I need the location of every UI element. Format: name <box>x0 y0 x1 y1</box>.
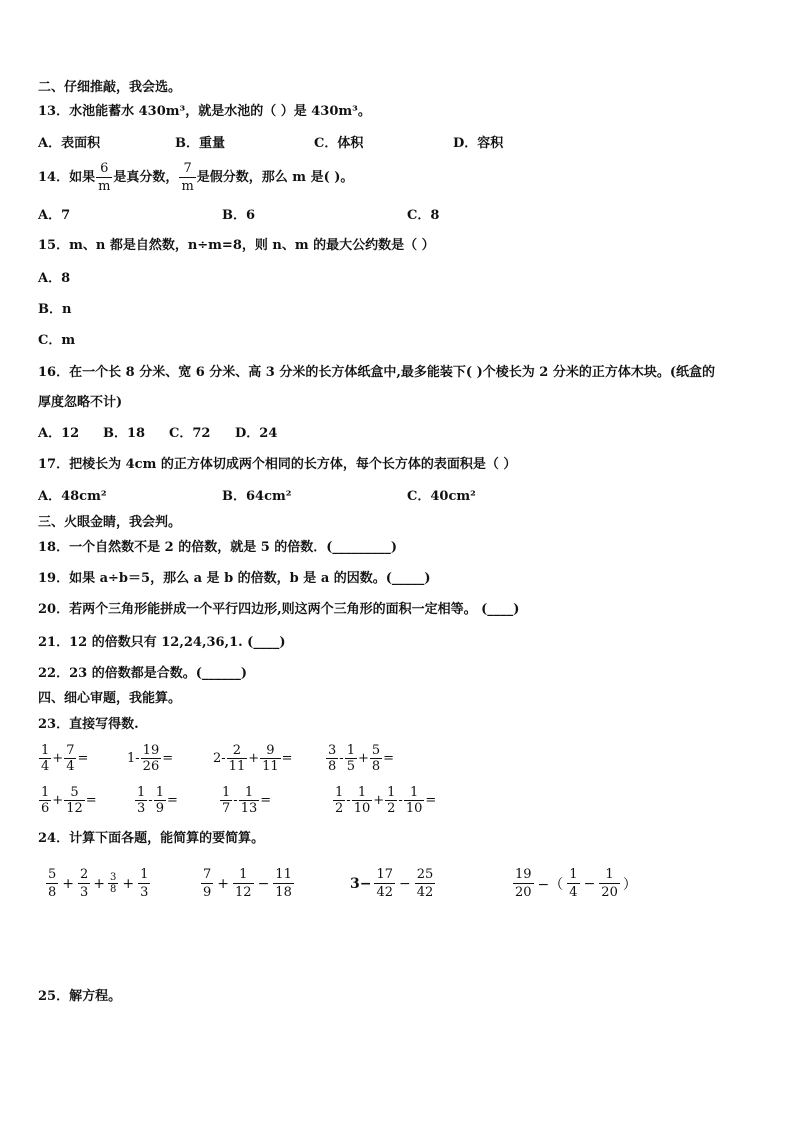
denominator: 20 <box>601 885 618 900</box>
fraction <box>135 785 147 816</box>
q17-option-b[interactable]: B．64cm² <box>222 489 292 504</box>
denominator: 3 <box>140 885 149 900</box>
operator: = <box>425 793 437 808</box>
operator: = <box>281 751 293 766</box>
fraction <box>227 743 248 774</box>
denominator: 10 <box>353 801 371 816</box>
fraction <box>370 743 382 774</box>
fraction <box>415 866 436 901</box>
operator: + <box>217 875 230 892</box>
numerator: 3 <box>110 872 117 883</box>
operator: 2- <box>213 751 226 766</box>
denominator: 42 <box>416 885 434 900</box>
fraction <box>333 785 345 816</box>
q23-expr-3 <box>213 743 293 774</box>
denominator: 8 <box>110 884 117 895</box>
q13-option-a[interactable]: A．表面积 <box>38 136 101 151</box>
q17-option-c[interactable]: C．40cm² <box>407 489 476 504</box>
operator: - <box>346 793 351 808</box>
operator: = <box>85 793 97 808</box>
operator: - <box>233 793 238 808</box>
denominator: 8 <box>48 885 57 900</box>
q13-option-c[interactable]: C．体积 <box>314 136 364 151</box>
question-24-title: 24．计算下面各题，能简算的要简算。 <box>38 831 265 846</box>
denominator: 4 <box>41 759 50 774</box>
denominator: 5 <box>346 759 355 774</box>
operator: ） <box>622 876 637 893</box>
question-16-line-1: 16．在一个长 8 分米、宽 6 分米、高 3 分米的长方体纸盒中,最多能装下( )个棱长为 2 分米的正方体木块。(纸盒的 <box>38 365 715 380</box>
q14-option-c[interactable]: C．8 <box>407 208 440 223</box>
operator: − <box>257 875 270 892</box>
fraction <box>39 743 51 774</box>
numerator: 1 <box>409 785 419 800</box>
fraction <box>374 866 395 901</box>
numerator: 1 <box>137 785 146 800</box>
numerator: 19 <box>515 867 532 882</box>
q23-expr-6 <box>134 785 178 816</box>
q16-option-b[interactable]: B．18 <box>103 426 146 441</box>
q23-expr-8 <box>332 785 436 816</box>
numerator: 2 <box>80 867 89 882</box>
numerator: 9 <box>266 743 275 758</box>
q13-option-b[interactable]: B．重量 <box>175 136 225 151</box>
question-20: 20．若两个三角形能拼成一个平行四边形,则这两个三角形的面积一定相等。 (____) <box>38 602 520 617</box>
section-4-title: 四、细心审题，我能算。 <box>38 691 182 706</box>
denominator: 9 <box>155 801 164 816</box>
fraction <box>64 785 85 816</box>
denominator: 13 <box>240 801 258 816</box>
numerator: 6 <box>100 161 109 176</box>
fraction <box>108 872 118 895</box>
operator: −（ <box>537 876 564 893</box>
operator: + <box>248 751 260 766</box>
fraction <box>39 785 51 816</box>
numerator: 17 <box>376 867 394 882</box>
question-25: 25．解方程。 <box>38 989 122 1004</box>
numerator: 1 <box>239 867 248 882</box>
question-18: 18．一个自然数不是 2 的倍数，就是 5 的倍数．(_________) <box>38 540 398 555</box>
q15-option-b[interactable]: B．n <box>38 302 72 317</box>
operator: = <box>166 793 178 808</box>
q16-option-c[interactable]: C．72 <box>169 426 211 441</box>
operator: − <box>399 875 411 892</box>
operator: + <box>52 751 64 766</box>
operator: - <box>398 793 403 808</box>
q24-expr-2 <box>200 866 295 901</box>
numerator: 11 <box>275 867 292 882</box>
fraction <box>154 785 166 816</box>
operator: + <box>93 875 106 892</box>
denominator: 12 <box>66 801 83 816</box>
operator: + <box>122 875 135 892</box>
section-3-title: 三、火眼金睛，我会判。 <box>38 515 182 530</box>
q24-expr-1 <box>45 866 151 901</box>
numerator: 7 <box>66 743 75 758</box>
q14-text-2: 是真分数， <box>113 169 179 185</box>
denominator: 6 <box>41 801 50 816</box>
numerator: 1 <box>244 785 254 800</box>
fraction <box>404 785 425 816</box>
q13-option-d[interactable]: D．容积 <box>453 136 504 151</box>
q23-expr-4 <box>325 743 394 774</box>
q14-text-1: 14．如果 <box>38 169 96 185</box>
denominator: 18 <box>275 885 292 900</box>
fraction <box>138 866 150 901</box>
question-19: 19．如果 a÷b＝5，那么 a 是 b 的倍数，b 是 a 的因数。(_____) <box>38 571 431 586</box>
fraction <box>78 866 90 901</box>
numerator: 25 <box>416 867 434 882</box>
numerator: 1 <box>605 867 614 882</box>
denominator: 11 <box>228 759 246 774</box>
q16-option-d[interactable]: D．24 <box>235 426 278 441</box>
q14-text-3: 是假分数，那么 m 是( )。 <box>196 169 354 185</box>
denominator: 2 <box>387 801 396 816</box>
question-23-title: 23．直接写得数. <box>38 717 139 732</box>
operator: + <box>62 875 75 892</box>
q15-option-a[interactable]: A．8 <box>38 271 71 286</box>
numerator: 2 <box>232 743 242 758</box>
fraction <box>239 785 260 816</box>
fraction <box>64 743 76 774</box>
fraction <box>513 866 534 901</box>
fraction <box>273 866 294 901</box>
q23-expr-2 <box>127 743 173 774</box>
operator: 3− <box>350 875 372 892</box>
fraction <box>46 866 58 901</box>
denominator: 11 <box>262 759 279 774</box>
operator: = <box>383 751 395 766</box>
fraction <box>233 866 254 901</box>
q16-option-a[interactable]: A．12 <box>38 426 80 441</box>
q14-fraction-2 <box>179 160 195 195</box>
denominator: 42 <box>376 885 394 900</box>
question-16-line-2: 厚度忽略不计) <box>38 395 123 410</box>
numerator: 1 <box>41 743 50 758</box>
numerator: 1 <box>155 785 164 800</box>
q23-expr-1 <box>38 743 88 774</box>
fraction <box>385 785 397 816</box>
numerator: 1 <box>140 867 149 882</box>
section-2-title: 二、仔细推敲，我会选。 <box>38 80 182 95</box>
operator: + <box>373 793 385 808</box>
numerator: 1 <box>387 785 396 800</box>
q14-option-b[interactable]: B．6 <box>222 208 256 223</box>
question-21: 21．12 的倍数只有 12,24,36,1. (____) <box>38 635 286 650</box>
denominator: 20 <box>515 885 532 900</box>
operator: - <box>148 793 153 808</box>
question-22: 22．23 的倍数都是合数。(______) <box>38 666 248 681</box>
denominator: 3 <box>80 885 89 900</box>
question-14 <box>38 160 353 195</box>
question-15: 15．m、n 都是自然数，n÷m=8，则 n、m 的最大公约数是（ ） <box>38 238 435 253</box>
q23-expr-5 <box>38 785 97 816</box>
numerator: 1 <box>357 785 367 800</box>
numerator: 19 <box>142 743 160 758</box>
numerator: 1 <box>222 785 231 800</box>
fraction <box>599 866 620 901</box>
q24-expr-3 <box>350 866 436 901</box>
numerator: 7 <box>183 161 192 176</box>
fraction <box>326 743 338 774</box>
operator: = <box>260 793 272 808</box>
numerator: 5 <box>70 785 79 800</box>
question-13: 13．水池能蓄水 430m³，就是水池的（ ）是 430m³。 <box>38 104 371 119</box>
denominator: 26 <box>142 759 160 774</box>
numerator: 1 <box>41 785 50 800</box>
operator: - <box>339 751 344 766</box>
denominator: 12 <box>235 885 252 900</box>
operator: = <box>77 751 89 766</box>
fraction <box>201 866 213 901</box>
q14-option-a[interactable]: A．7 <box>38 208 71 223</box>
fraction <box>352 785 373 816</box>
operator: 1- <box>127 751 140 766</box>
q15-option-c[interactable]: C．m <box>38 333 76 348</box>
denominator: 10 <box>405 801 423 816</box>
denominator: 7 <box>222 801 231 816</box>
numerator: 1 <box>569 867 578 882</box>
denominator: m <box>98 179 111 194</box>
question-17: 17．把棱长为 4cm 的正方体切成两个相同的长方体，每个长方体的表面积是（ ） <box>38 457 517 472</box>
denominator: 2 <box>335 801 344 816</box>
numerator: 3 <box>328 743 337 758</box>
operator: = <box>162 751 174 766</box>
denominator: 8 <box>371 759 381 774</box>
denominator: 4 <box>66 759 75 774</box>
fraction <box>220 785 232 816</box>
operator: + <box>52 793 64 808</box>
denominator: 9 <box>203 885 212 900</box>
denominator: 8 <box>328 759 337 774</box>
operator: − <box>583 875 596 892</box>
numerator: 5 <box>371 743 381 758</box>
fraction <box>567 866 579 901</box>
q17-option-a[interactable]: A．48cm² <box>38 489 107 504</box>
numerator: 1 <box>335 785 344 800</box>
q14-fraction-1 <box>96 160 112 195</box>
denominator: 3 <box>137 801 146 816</box>
denominator: 4 <box>569 885 578 900</box>
numerator: 5 <box>48 867 57 882</box>
fraction <box>260 743 281 774</box>
numerator: 1 <box>346 743 355 758</box>
fraction <box>141 743 162 774</box>
q24-expr-4 <box>512 866 637 901</box>
numerator: 7 <box>203 867 212 882</box>
fraction <box>345 743 357 774</box>
operator: + <box>357 751 369 766</box>
q23-expr-7 <box>219 785 271 816</box>
denominator: m <box>181 179 194 194</box>
